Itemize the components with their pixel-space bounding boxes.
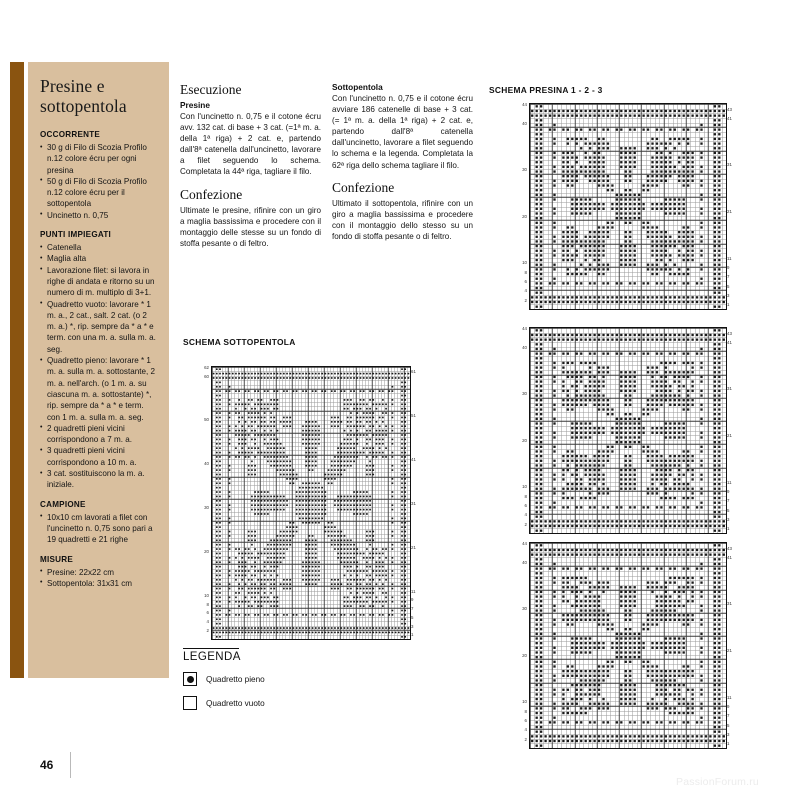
axis-tick-label: 30	[204, 505, 209, 511]
axis-tick-label: 8	[524, 708, 527, 714]
heading-esecuzione: Esecuzione	[180, 82, 242, 97]
axis-tick-label: 2	[524, 521, 527, 527]
axis-tick-label: 10	[522, 484, 527, 490]
axis-tick-label: 3	[727, 516, 730, 522]
axis-tick-label: 10	[522, 260, 527, 266]
axis-tick-label: 7	[411, 606, 414, 612]
axis-tick-label: 44	[522, 325, 527, 331]
axis-tick-label: 7	[727, 498, 730, 504]
axis-tick-label: 3	[727, 292, 730, 298]
list-item: • 2 quadretti pieni vicini corrispondono a 7 m. a.	[40, 423, 156, 446]
list-item: • Uncinetto n. 0,75	[40, 210, 156, 221]
chart-grid-canvas	[212, 367, 410, 639]
axis-tick-label: 31	[727, 386, 732, 392]
axis-tick-label: 40	[522, 120, 527, 126]
axis-tick-label: 41	[411, 456, 416, 462]
axis-tick-label: 1	[727, 526, 730, 532]
list-item: • Presine: 22x22 cm	[40, 567, 156, 578]
axis-tick-label: 31	[727, 162, 732, 168]
axis-tick-label: 5	[727, 507, 730, 513]
list-item: • 30 g di Filo di Scozia Profilo n.12 colore écru per ogni presina	[40, 142, 156, 176]
axis-tick-label: 11	[411, 588, 416, 594]
list-item: • Maglia alta	[40, 253, 156, 264]
list-item: • Lavorazione filet: si lavora in righe di andata e ritorno su un numero di m. multiplo di 3+1.	[40, 265, 156, 299]
sidebar-list-campione	[40, 512, 156, 546]
axis-tick-label: 11	[727, 694, 732, 700]
page-accent-spine	[10, 62, 24, 678]
axis-tick-label: 6	[524, 278, 527, 284]
axis-tick-label: 5	[727, 283, 730, 289]
axis-tick-label: 50	[204, 417, 209, 423]
sidebar-heading-occorrente: OCCORRENTE	[40, 130, 101, 139]
paragraph-presine: Con l'uncinetto n. 0,75 e il cotone écru avv. 132 cat. di base + 3 cat. (=1ª m. a. della 1ª riga) + 2 cat. e, partendo dall'8ª catenella dall'uncinetto, lavorare a filet seguendo lo schema. Completata la 44ª riga, tagliare il filo.	[180, 112, 321, 177]
chart-grid-canvas	[530, 104, 726, 309]
axis-tick-label: 21	[727, 209, 732, 215]
axis-tick-label: 43	[727, 330, 732, 336]
axis-tick-label: 11	[727, 479, 732, 485]
axis-tick-label: 2	[206, 628, 209, 634]
axis-tick-label: 43	[727, 545, 732, 551]
legend	[183, 648, 333, 720]
axis-tick-label: 51	[411, 413, 416, 419]
axis-tick-label: 21	[727, 433, 732, 439]
axis-tick-label: 2	[524, 297, 527, 303]
materials-sidebar	[28, 62, 169, 678]
sidebar-heading-punti: PUNTI IMPIEGATI	[40, 230, 112, 240]
list-item: • 3 cat. sostituiscono la m. a. iniziale.	[40, 468, 156, 491]
chart-sottopentola	[197, 366, 423, 638]
chart-grid-canvas	[530, 328, 726, 533]
list-item: • 3 quadretti pieni vicini corrispondono a 10 m. a.	[40, 445, 156, 468]
legend-item-empty	[183, 696, 333, 710]
page-title: Presine e sottopentola	[40, 76, 127, 116]
axis-tick-label: 30	[522, 606, 527, 612]
axis-tick-label: 20	[522, 652, 527, 658]
sidebar-list-occorrente	[40, 142, 156, 221]
heading-confezione-1: Confezione	[180, 186, 243, 202]
heading-confezione-2: Confezione	[332, 179, 395, 195]
legend-label: Quadretto pieno	[206, 674, 265, 684]
text-column-esecuzione	[180, 82, 321, 258]
schema-title-sottopentola: SCHEMA SOTTOPENTOLA	[183, 337, 296, 347]
axis-tick-label: 44	[522, 101, 527, 107]
axis-tick-label: 7	[727, 274, 730, 280]
axis-tick-label: 10	[522, 699, 527, 705]
axis-tick-label: 30	[522, 167, 527, 173]
list-item: • Catenella	[40, 242, 156, 253]
axis-tick-label: 43	[727, 106, 732, 112]
chart-presina-1	[515, 103, 739, 308]
legend-title: LEGENDA	[183, 651, 241, 663]
axis-tick-label: 5	[411, 614, 414, 620]
sidebar-heading-misure: MISURE	[40, 554, 73, 564]
sidebar-heading-campione: CAMPIONE	[40, 499, 86, 509]
paragraph-confezione-2: Ultimato il sottopentola, rifinire con un giro a maglia bassissima e procedere con il montaggio dello stesso su un fondo di stoffa pesante o di feltro.	[332, 198, 473, 241]
axis-tick-label: 40	[522, 559, 527, 565]
legend-item-filled	[183, 672, 333, 686]
axis-tick-label: 4	[206, 619, 209, 625]
sidebar-list-misure	[40, 567, 156, 590]
chart-plot-area	[529, 327, 727, 534]
axis-tick-label: 6	[206, 610, 209, 616]
paragraph-sottopentola: Con l'uncinetto n. 0,75 e il cotone écru avviare 186 catenelle di base + 3 cat. (= 1ª m. a. della 1ª riga) + 2 cat. e, partendo dall'8ª catenella dall'uncinetto, lavorare a filet seguendo lo schema e la legenda. Completata la 62ª riga dello schema tagliare il filo.	[332, 94, 473, 170]
axis-tick-label: 62	[204, 364, 209, 370]
axis-tick-label: 11	[727, 255, 732, 261]
axis-tick-label: 4	[524, 512, 527, 518]
axis-tick-label: 3	[727, 731, 730, 737]
axis-tick-label: 1	[411, 632, 414, 638]
axis-tick-label: 20	[522, 213, 527, 219]
axis-tick-label: 4	[524, 727, 527, 733]
axis-tick-label: 2	[524, 736, 527, 742]
axis-tick-label: 7	[727, 713, 730, 719]
axis-tick-label: 5	[727, 722, 730, 728]
footer-divider	[70, 752, 71, 778]
axis-tick-label: 31	[727, 601, 732, 607]
legend-rule	[183, 648, 239, 649]
axis-tick-label: 6	[524, 717, 527, 723]
axis-tick-label: 40	[204, 461, 209, 467]
axis-tick-label: 9	[727, 703, 730, 709]
axis-tick-label: 41	[727, 554, 732, 560]
schema-title-presina: SCHEMA PRESINA 1 - 2 - 3	[489, 85, 603, 95]
axis-tick-label: 3	[411, 623, 414, 629]
axis-tick-label: 41	[727, 115, 732, 121]
subheading-presine: Presine	[180, 100, 210, 110]
filled-square-icon	[183, 672, 197, 686]
watermark: PassionForum.ru	[676, 776, 759, 788]
list-item: • Quadretto pieno: lavorare * 1 m. a. sulla m. a. sottostante, 2 m. a. nell'arch. (o 1 m. a. su ciascuna m. a. sottostante) *, rip. sempre da * a * e term. con 1 m. a. sulla m. a. seg.	[40, 355, 156, 423]
axis-tick-label: 20	[522, 437, 527, 443]
axis-tick-label: 21	[727, 648, 732, 654]
axis-tick-label: 1	[727, 741, 730, 747]
axis-tick-label: 8	[524, 269, 527, 275]
axis-tick-label: 21	[411, 544, 416, 550]
axis-tick-label: 61	[411, 369, 416, 375]
axis-tick-label: 30	[522, 391, 527, 397]
axis-tick-label: 8	[206, 601, 209, 607]
list-item: • Quadretto vuoto: lavorare * 1 m. a., 2 cat., salt. 2 cat. (o 2 m. a.) *, rip. sempre da * a * e term. con una m. a. sulla m. a. seg.	[40, 299, 156, 355]
chart-plot-area	[211, 366, 411, 640]
axis-tick-label: 4	[524, 288, 527, 294]
axis-tick-label: 9	[727, 488, 730, 494]
list-item: • 10x10 cm lavorati a filet con l'uncinetto n. 0,75 sono pari a 19 quadretti e 21 righe	[40, 512, 156, 546]
axis-tick-label: 9	[727, 264, 730, 270]
axis-tick-label: 9	[411, 597, 414, 603]
axis-tick-label: 60	[204, 373, 209, 379]
chart-plot-area	[529, 103, 727, 310]
text-column-sottopentola	[332, 82, 473, 251]
legend-label: Quadretto vuoto	[206, 698, 265, 708]
axis-tick-label: 40	[522, 344, 527, 350]
chart-presina-2	[515, 327, 739, 532]
list-item: • Sottopentola: 31x31 cm	[40, 578, 156, 589]
axis-tick-label: 6	[524, 502, 527, 508]
axis-tick-label: 41	[727, 339, 732, 345]
subheading-sottopentola: Sottopentola	[332, 82, 383, 92]
chart-plot-area	[529, 542, 727, 749]
axis-tick-label: 31	[411, 500, 416, 506]
chart-grid-canvas	[530, 543, 726, 748]
sidebar-list-punti	[40, 242, 156, 491]
empty-square-icon	[183, 696, 197, 710]
axis-tick-label: 8	[524, 493, 527, 499]
axis-tick-label: 1	[727, 302, 730, 308]
chart-presina-3	[515, 542, 739, 747]
axis-tick-label: 20	[204, 549, 209, 555]
axis-tick-label: 10	[204, 592, 209, 598]
list-item: • 50 g di Filo di Scozia Profilo n.12 colore écru per il sottopentola	[40, 176, 156, 210]
paragraph-confezione-1: Ultimate le presine, rifinire con un giro a maglia bassissima e procedere con il montaggio delle stesse su un fondo di stoffa pesante o di feltro.	[180, 205, 321, 248]
axis-tick-label: 44	[522, 540, 527, 546]
page-number: 46	[40, 758, 54, 772]
